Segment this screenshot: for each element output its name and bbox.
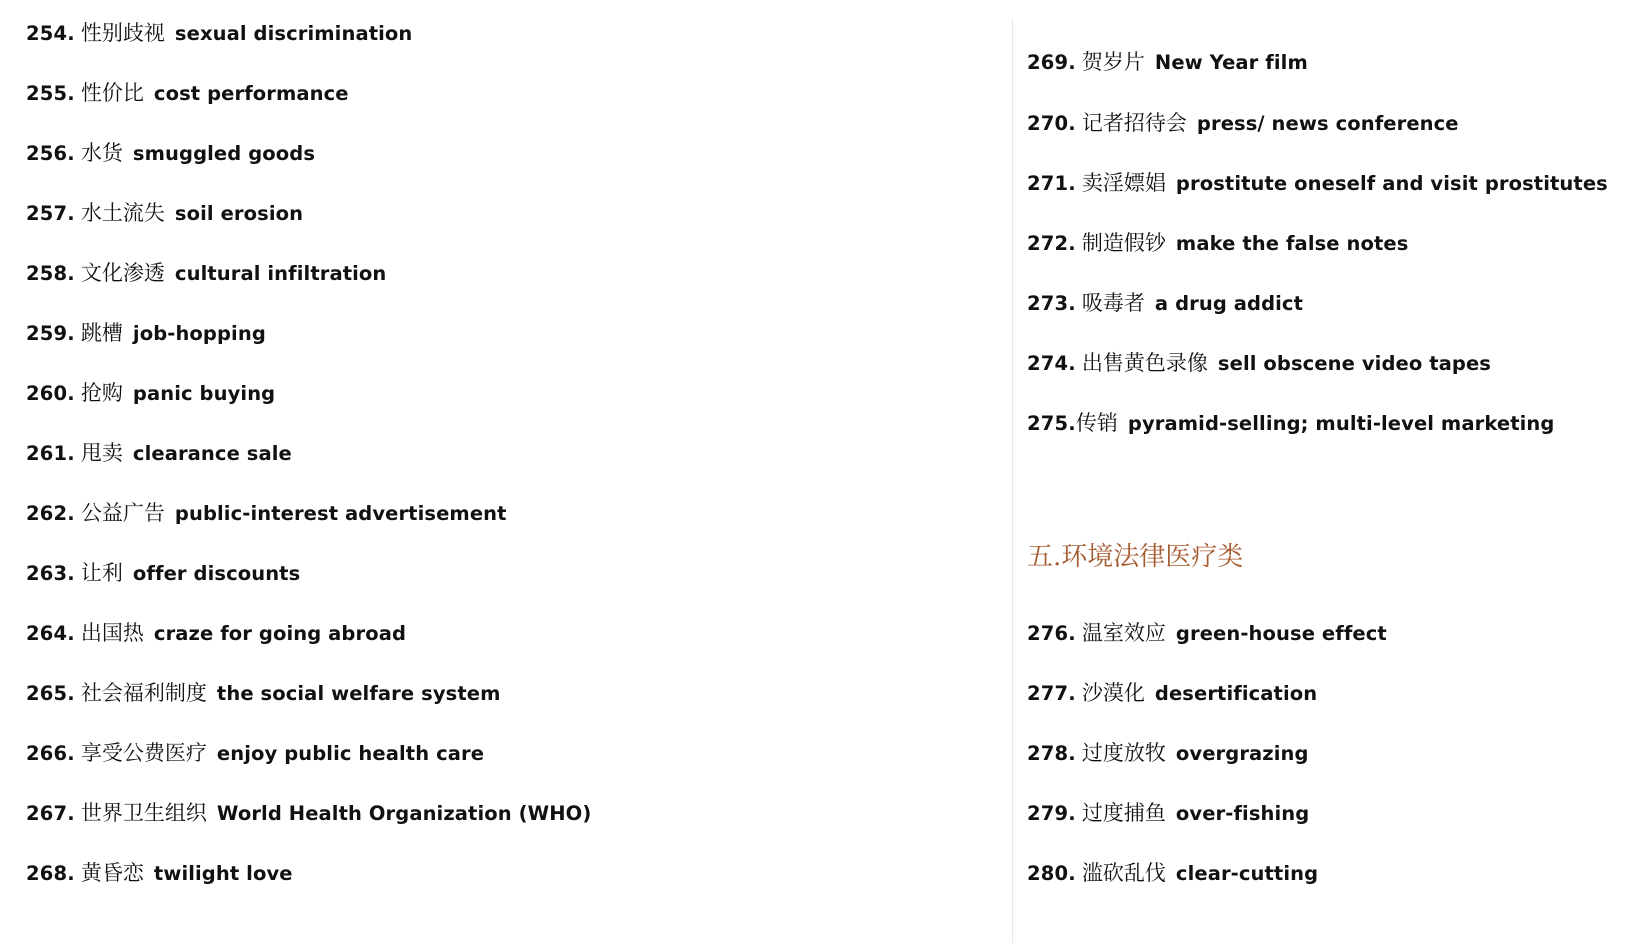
entry-english: job-hopping — [132, 322, 266, 345]
entry-number: 274. — [1027, 352, 1076, 375]
entry-chinese: 甩卖 — [80, 441, 123, 465]
list-item — [26, 438, 292, 468]
entry-number: 265. — [26, 682, 75, 705]
entry-english: smuggled goods — [132, 142, 316, 165]
entry-number: 264. — [26, 622, 75, 645]
entry-number: 269. — [1027, 51, 1076, 74]
entry-number: 277. — [1027, 682, 1076, 705]
entry-number: 279. — [1027, 802, 1076, 825]
entry-english: clearance sale — [132, 442, 292, 465]
entry-number: 270. — [1027, 112, 1076, 135]
entry-chinese: 世界卫生组织 — [80, 801, 207, 825]
list-item — [26, 678, 501, 708]
list-item — [1027, 288, 1303, 318]
list-item — [26, 378, 275, 408]
entry-chinese: 公益广告 — [80, 501, 165, 525]
entry-chinese: 沙漠化 — [1081, 681, 1145, 705]
list-item — [1027, 738, 1309, 768]
list-item — [1027, 678, 1317, 708]
entry-number: 257. — [26, 202, 75, 225]
entry-number: 263. — [26, 562, 75, 585]
entry-english: sell obscene video tapes — [1217, 352, 1491, 375]
entry-english: cost performance — [153, 82, 349, 105]
list-item — [26, 78, 349, 108]
entry-chinese: 社会福利制度 — [80, 681, 207, 705]
entry-chinese: 出国热 — [80, 621, 144, 645]
list-item — [1027, 47, 1308, 77]
list-item — [1027, 108, 1459, 138]
entry-chinese: 性价比 — [80, 81, 144, 105]
entry-english: prostitute oneself and visit prostitutes — [1175, 172, 1608, 195]
entry-chinese: 吸毒者 — [1081, 291, 1145, 315]
entry-number: 278. — [1027, 742, 1076, 765]
entry-number: 258. — [26, 262, 75, 285]
entry-chinese: 跳槽 — [80, 321, 123, 345]
entry-english: World Health Organization (WHO) — [216, 802, 592, 825]
entry-chinese: 黄昏恋 — [80, 861, 144, 885]
entry-english: press/ news conference — [1196, 112, 1459, 135]
entry-english: the social welfare system — [216, 682, 501, 705]
entry-chinese: 出售黄色录像 — [1081, 351, 1208, 375]
entry-number: 271. — [1027, 172, 1076, 195]
entry-english: clear-cutting — [1175, 862, 1319, 885]
entry-number: 273. — [1027, 292, 1076, 315]
entry-english: New Year film — [1154, 51, 1308, 74]
entry-english: panic buying — [132, 382, 276, 405]
entry-english: green-house effect — [1175, 622, 1387, 645]
entry-chinese: 过度捕鱼 — [1081, 801, 1166, 825]
entry-english: twilight love — [153, 862, 293, 885]
list-item — [1027, 168, 1608, 198]
entry-chinese: 过度放牧 — [1081, 741, 1166, 765]
list-item — [26, 858, 293, 888]
list-item — [1027, 798, 1309, 828]
entry-number: 261. — [26, 442, 75, 465]
entry-number: 259. — [26, 322, 75, 345]
list-item — [26, 558, 300, 588]
entry-english: public-interest advertisement — [174, 502, 507, 525]
list-item — [1027, 228, 1408, 258]
entry-number: 275. — [1027, 412, 1076, 435]
entry-number: 262. — [26, 502, 75, 525]
entry-number: 266. — [26, 742, 75, 765]
entry-number: 267. — [26, 802, 75, 825]
entry-number: 256. — [26, 142, 75, 165]
list-item — [26, 738, 484, 768]
entry-english: a drug addict — [1154, 292, 1304, 315]
entry-chinese: 制造假钞 — [1081, 231, 1166, 255]
list-item — [1027, 858, 1318, 888]
entry-english: offer discounts — [132, 562, 301, 585]
list-item — [26, 198, 303, 228]
entry-number: 276. — [1027, 622, 1076, 645]
entry-chinese: 卖淫嫖娼 — [1081, 171, 1166, 195]
section-heading: 五.环境法律医疗类 — [1027, 542, 1244, 572]
entry-number: 254. — [26, 22, 75, 45]
entry-english: over-fishing — [1175, 802, 1310, 825]
entry-chinese: 让利 — [80, 561, 123, 585]
list-item — [26, 318, 266, 348]
entry-chinese: 性别歧视 — [80, 21, 165, 45]
entry-number: 272. — [1027, 232, 1076, 255]
entry-chinese: 文化渗透 — [80, 261, 165, 285]
entry-english: enjoy public health care — [216, 742, 485, 765]
entry-chinese: 享受公费医疗 — [80, 741, 207, 765]
entry-chinese: 滥砍乱伐 — [1081, 861, 1166, 885]
entry-number: 280. — [1027, 862, 1076, 885]
entry-chinese: 记者招待会 — [1081, 111, 1187, 135]
entry-number: 268. — [26, 862, 75, 885]
list-item — [1027, 348, 1491, 378]
entry-chinese: 温室效应 — [1081, 621, 1166, 645]
entry-english: overgrazing — [1175, 742, 1309, 765]
list-item — [1027, 408, 1554, 438]
list-item — [26, 138, 315, 168]
entry-number: 260. — [26, 382, 75, 405]
entry-english: make the false notes — [1175, 232, 1409, 255]
entry-chinese: 传销 — [1075, 411, 1118, 435]
column-divider — [1012, 18, 1013, 943]
entry-chinese: 贺岁片 — [1081, 50, 1145, 74]
entry-chinese: 抢购 — [80, 381, 123, 405]
list-item — [26, 18, 412, 48]
entry-english: desertification — [1154, 682, 1318, 705]
entry-english: sexual discrimination — [174, 22, 413, 45]
entry-number: 255. — [26, 82, 75, 105]
list-item — [1027, 618, 1387, 648]
entry-english: pyramid-selling; multi-level marketing — [1127, 412, 1555, 435]
list-item — [26, 498, 507, 528]
entry-chinese: 水土流失 — [80, 201, 165, 225]
entry-english: soil erosion — [174, 202, 304, 225]
entry-chinese: 水货 — [80, 141, 123, 165]
list-item — [26, 258, 386, 288]
list-item — [26, 618, 406, 648]
entry-english: craze for going abroad — [153, 622, 407, 645]
list-item — [26, 798, 591, 828]
entry-english: cultural infiltration — [174, 262, 387, 285]
